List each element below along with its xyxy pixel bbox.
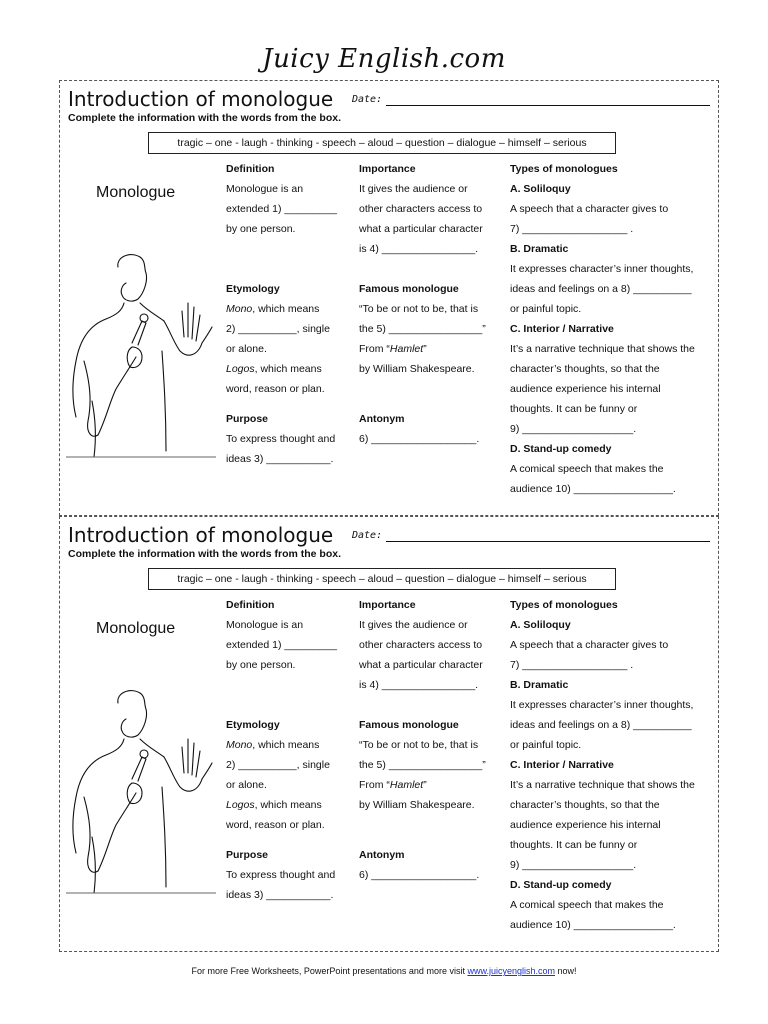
importance-line: It gives the audience or xyxy=(359,619,468,631)
etymology-line: word, reason or plan. xyxy=(226,819,325,831)
etymology-text: , which means xyxy=(252,303,320,315)
type-b-line: ideas and feelings on a 8) __________ xyxy=(510,283,692,295)
type-a-line: A speech that a character gives to xyxy=(510,203,669,215)
type-d-line: audience 10) _________________. xyxy=(510,483,676,495)
famous-line: by William Shakespeare. xyxy=(359,363,475,375)
type-d-title: D. Stand-up comedy xyxy=(510,879,612,891)
type-b-line: ideas and feelings on a 8) __________ xyxy=(510,719,692,731)
type-a-line: 7) __________________ . xyxy=(510,223,634,235)
footer-link[interactable]: www.juicyenglish.com xyxy=(467,966,555,976)
definition-line: extended 1) _________ xyxy=(226,203,337,215)
definition-heading: Definition xyxy=(226,163,275,175)
etymology-word: Mono xyxy=(226,303,253,315)
worksheet-section-2 xyxy=(59,516,719,952)
type-b-line: or painful topic. xyxy=(510,303,582,315)
type-a-line: A speech that a character gives to xyxy=(510,639,669,651)
etymology-heading: Etymology xyxy=(226,719,280,731)
type-c-line: character’s thoughts, so that the xyxy=(510,799,660,811)
famous-text: ” xyxy=(423,779,427,791)
famous-line xyxy=(359,339,499,359)
importance-line: other characters access to xyxy=(359,639,483,651)
etymology-word: Logos xyxy=(226,363,255,375)
type-d-line: A comical speech that makes the xyxy=(510,463,664,475)
definition-heading: Definition xyxy=(226,599,275,611)
importance-line: is 4) ________________. xyxy=(359,679,479,691)
famous-text: From “ xyxy=(359,343,390,355)
word-box: tragic – one - laugh - thinking - speech – aloud – question – dialogue – himself – serious xyxy=(148,132,616,154)
type-a-title: A. Soliloquy xyxy=(510,183,571,195)
famous-line: “To be or not to be, that is xyxy=(359,739,479,751)
definition-line: by one person. xyxy=(226,223,296,235)
famous-line xyxy=(359,775,499,795)
type-a-line: 7) __________________ . xyxy=(510,659,634,671)
type-b-line: It expresses character’s inner thoughts, xyxy=(510,263,694,275)
importance-line: what a particular character xyxy=(359,659,483,671)
column-definition-etymology-purpose xyxy=(226,159,352,469)
column-types xyxy=(510,595,716,935)
date-label: Date: xyxy=(352,94,383,105)
type-b-title: B. Dramatic xyxy=(510,679,569,691)
definition-line: Monologue is an xyxy=(226,619,304,631)
etymology-line: word, reason or plan. xyxy=(226,383,325,395)
famous-line: “To be or not to be, that is xyxy=(359,303,479,315)
instructions: Complete the information with the words from the box. xyxy=(68,112,342,124)
type-d-line: A comical speech that makes the xyxy=(510,899,664,911)
brand-logo: Juicy English.com xyxy=(262,44,506,74)
importance-heading: Importance xyxy=(359,599,416,611)
famous-line: the 5) ________________” xyxy=(359,323,486,335)
purpose-line: To express thought and xyxy=(226,869,336,881)
etymology-word: Mono xyxy=(226,739,253,751)
famous-line: the 5) ________________” xyxy=(359,759,486,771)
worksheet-title: Introduction of monologue xyxy=(68,523,334,547)
speaker-illustration xyxy=(66,251,216,461)
antonym-heading: Antonym xyxy=(359,413,405,425)
etymology-text: , which means xyxy=(254,363,322,375)
importance-line: what a particular character xyxy=(359,223,483,235)
etymology-heading: Etymology xyxy=(226,283,280,295)
etymology-text: , which means xyxy=(254,799,322,811)
instructions: Complete the information with the words from the box. xyxy=(68,548,342,560)
worksheet-section-1 xyxy=(59,80,719,516)
importance-line: It gives the audience or xyxy=(359,183,468,195)
type-c-line: character’s thoughts, so that the xyxy=(510,363,660,375)
famous-text: ” xyxy=(423,343,427,355)
purpose-heading: Purpose xyxy=(226,413,269,425)
etymology-line: 2) __________, single xyxy=(226,759,330,771)
etymology-line xyxy=(226,359,352,379)
speaker-illustration xyxy=(66,687,216,897)
footer xyxy=(0,966,768,976)
type-c-line: audience experience his internal xyxy=(510,819,661,831)
famous-heading: Famous monologue xyxy=(359,283,459,295)
type-c-line: 9) ___________________. xyxy=(510,859,637,871)
etymology-line xyxy=(226,299,352,319)
date-label: Date: xyxy=(352,530,383,541)
type-c-line: 9) ___________________. xyxy=(510,423,637,435)
topic-label: Monologue xyxy=(96,620,176,637)
purpose-line: ideas 3) ___________. xyxy=(226,453,334,465)
column-types xyxy=(510,159,716,499)
worksheet-title: Introduction of monologue xyxy=(68,87,334,111)
famous-heading: Famous monologue xyxy=(359,719,459,731)
type-c-line: audience experience his internal xyxy=(510,383,661,395)
type-c-line: It’s a narrative technique that shows the xyxy=(510,779,695,791)
definition-line: extended 1) _________ xyxy=(226,639,337,651)
famous-work: Hamlet xyxy=(389,343,424,355)
famous-work: Hamlet xyxy=(389,779,424,791)
importance-line: is 4) ________________. xyxy=(359,243,479,255)
type-c-line: It’s a narrative technique that shows the xyxy=(510,343,695,355)
antonym-line: 6) __________________. xyxy=(359,869,480,881)
date-line xyxy=(386,541,710,542)
etymology-word: Logos xyxy=(226,799,255,811)
type-d-title: D. Stand-up comedy xyxy=(510,443,612,455)
etymology-line xyxy=(226,795,352,815)
type-d-line: audience 10) _________________. xyxy=(510,919,676,931)
footer-text: now! xyxy=(554,966,577,976)
definition-line: Monologue is an xyxy=(226,183,304,195)
column-importance-famous-antonym xyxy=(359,595,499,885)
definition-line: by one person. xyxy=(226,659,296,671)
etymology-line xyxy=(226,735,352,755)
column-definition-etymology-purpose xyxy=(226,595,352,905)
word-box: tragic – one - laugh - thinking - speech – aloud – question – dialogue – himself – serious xyxy=(148,568,616,590)
famous-line: by William Shakespeare. xyxy=(359,799,475,811)
etymology-text: , which means xyxy=(252,739,320,751)
purpose-line: To express thought and xyxy=(226,433,336,445)
type-c-line: thoughts. It can be funny or xyxy=(510,403,638,415)
antonym-line: 6) __________________. xyxy=(359,433,480,445)
type-c-line: thoughts. It can be funny or xyxy=(510,839,638,851)
famous-text: From “ xyxy=(359,779,390,791)
type-c-title: C. Interior / Narrative xyxy=(510,323,614,335)
etymology-line: 2) __________, single xyxy=(226,323,330,335)
antonym-heading: Antonym xyxy=(359,849,405,861)
types-heading: Types of monologues xyxy=(510,163,618,175)
purpose-line: ideas 3) ___________. xyxy=(226,889,334,901)
purpose-heading: Purpose xyxy=(226,849,269,861)
type-a-title: A. Soliloquy xyxy=(510,619,571,631)
importance-line: other characters access to xyxy=(359,203,483,215)
topic-label: Monologue xyxy=(96,184,176,201)
footer-text: For more Free Worksheets, PowerPoint presentations and more visit xyxy=(191,966,468,976)
type-b-line: It expresses character’s inner thoughts, xyxy=(510,699,694,711)
etymology-line: or alone. xyxy=(226,343,267,355)
column-importance-famous-antonym xyxy=(359,159,499,449)
importance-heading: Importance xyxy=(359,163,416,175)
type-b-title: B. Dramatic xyxy=(510,243,569,255)
date-line xyxy=(386,105,710,106)
type-b-line: or painful topic. xyxy=(510,739,582,751)
type-c-title: C. Interior / Narrative xyxy=(510,759,614,771)
types-heading: Types of monologues xyxy=(510,599,618,611)
etymology-line: or alone. xyxy=(226,779,267,791)
